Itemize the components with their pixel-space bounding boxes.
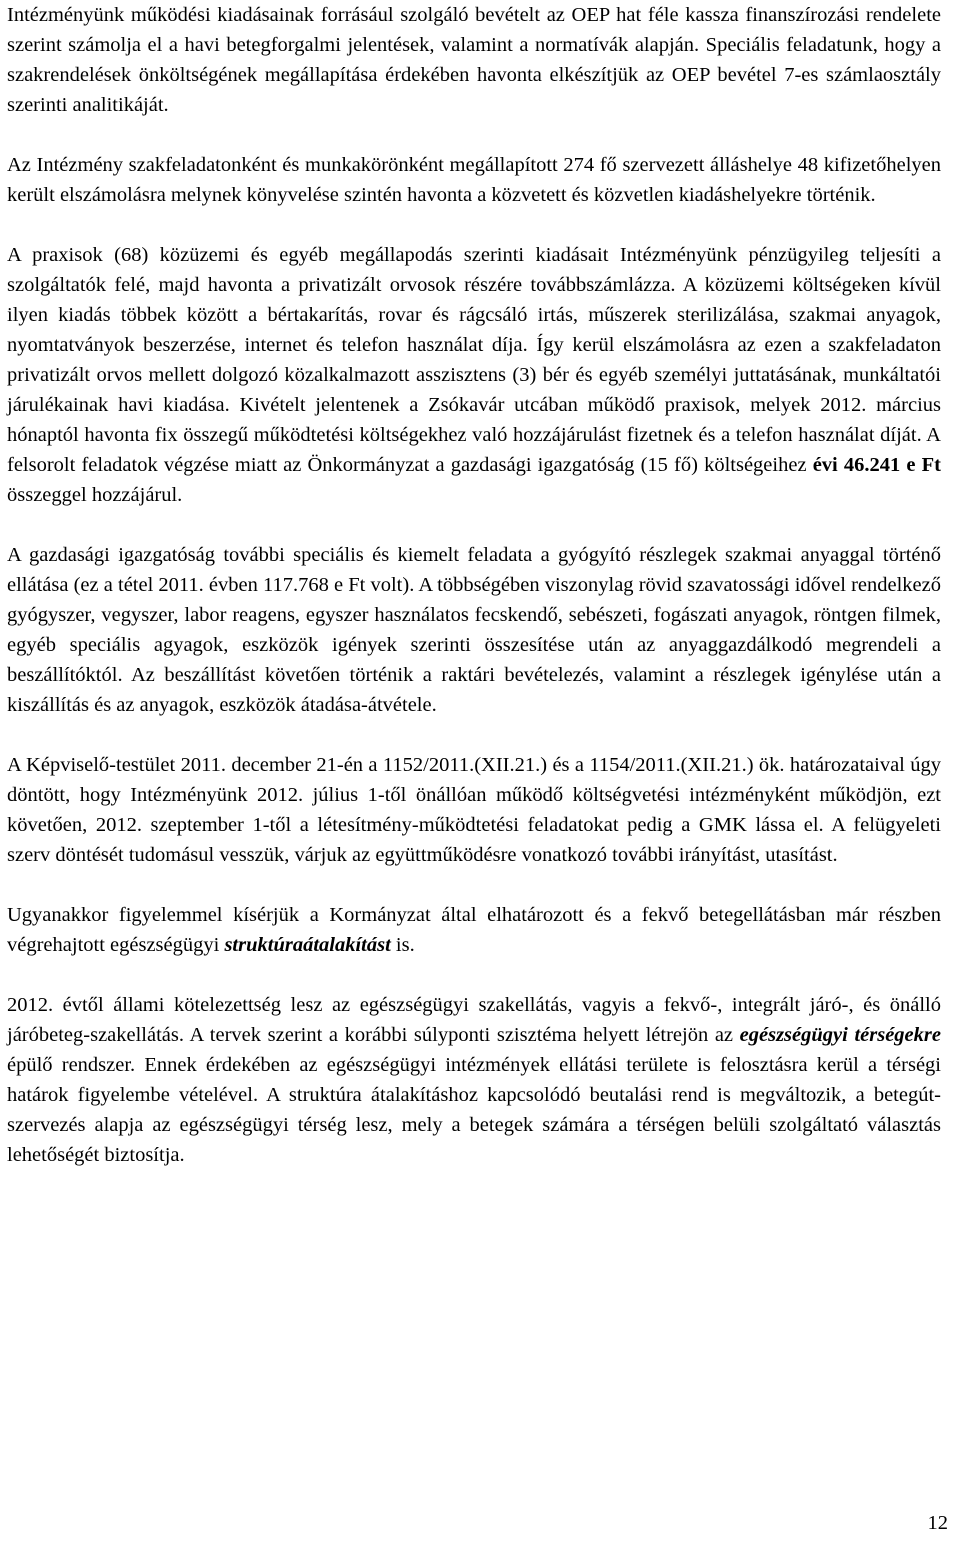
page-number: 12 <box>927 1512 948 1534</box>
emphasis-health-regions: egészségügyi térségekre <box>739 1024 941 1046</box>
paragraph-text: Intézményünk működési kiadásainak forrásául szolgáló bevételt az OEP hat féle kassza finanszírozási rendelete szerint számolja el a havi betegforgalmi jelentések, valamint a normatívák alapján. Speciális feladatunk, hogy a szakrendelések önköltségének megállapítása érdekében havonta elkészítjük az OEP bevétel 7-es számlaosztály szerinti analitikáját. <box>7 4 941 116</box>
paragraph-material-supply <box>7 540 941 720</box>
paragraph-text: összeggel hozzájárul. <box>7 484 183 506</box>
paragraph-text: is. <box>390 934 415 956</box>
paragraph-practice-expenses <box>7 240 941 510</box>
emphasis-restructuring: struktúraátalakítást <box>224 934 391 956</box>
paragraph-text: Az Intézmény szakfeladatonként és munkakörönként megállapított 274 fő szervezett álláshelye 48 kifizetőhelyen került elszámolásra melynek könyvelése szintén havonta a közvetett és közvetlen kiadáshelyekre történik. <box>7 154 941 206</box>
paragraph-staff-positions <box>7 150 941 210</box>
paragraph-text: A gazdasági igazgatóság további speciális és kiemelt feladata a gyógyító részlegek szakmai anyaggal történő ellátása (ez a tétel 2011. évben 117.768 e Ft volt). A többségében viszonylag rövid szavatossági idővel rendelkező gyógyszer, vegyszer, labor reagens, egyszer használatos fecskendő, sebészeti, fogászati anyagok, röntgen filmek, egyéb speciális agyagok, eszközök igények szerinti összesítése után az anyaggazdálkodó megrendeli a beszállítóktól. Az beszállítást követően történik a raktári bevételezés, valamint a részlegek igénylése után a kiszállítás és az anyagok, eszközök átadása-átvétele. <box>7 544 941 716</box>
paragraph-text: A Képviselő-testület 2011. december 21-én a 1152/2011.(XII.21.) és a 1154/2011.(XII.21.) ök. határozataival úgy döntött, hogy Intézményünk 2012. július 1-től önállóan működő költségvetési intézményként működjön, ezt követően, 2012. szeptember 1-től a létesítmény-működtetési feladatokat pedig a GMK lássa el. A felügyeleti szerv döntését tudomásul vesszük, várjuk az együttműködésre vonatkozó további irányítást, utasítást. <box>7 754 941 866</box>
paragraph-text: A praxisok (68) közüzemi és egyéb megállapodás szerinti kiadásait Intézményünk pénzügyileg teljesíti a szolgáltatók felé, majd havonta a privatizált orvosok részére továbbszámlázza. A közüzemi költségeken kívül ilyen kiadás többek között a bértakarítás, rovar és rágcsáló irtás, műszerek sterilizálása, szakmai anyagok, nyomtatványok beszerzése, internet és telefon használat díja. Így kerül elszámolásra az ezen a szakfeladaton privatizált orvos mellett dolgozó közalkalmazott asszisztens (3) bér és egyéb személyi juttatásának, munkáltatói járulékainak havi kiadása. Kivételt jelentenek a Zsókavár utcában működő praxisok, melyek 2012. március hónaptól havonta fix összegű működtetési költségekhez való hozzájárulást fizetnek és a telefon használat díját. A felsorolt feladatok végzése miatt az Önkormányzat a gazdasági igazgatóság (15 fő) költségeihez <box>7 244 941 476</box>
paragraph-council-decision <box>7 750 941 870</box>
paragraph-text: épülő rendszer. Ennek érdekében az egészségügyi intézmények ellátási területe is felosztásra kerül a térségi határok figyelembe vételével. A struktúra átalakításhoz kapcsolódó beutalási rend is megváltozik, a betegút-szervezés alapja az egészségügyi térség lesz, mely a betegek számára a térségen belüli szolgáltató választás lehetőségét biztosítja. <box>7 1054 941 1166</box>
paragraph-text: 2012. évtől állami kötelezettség lesz az egészségügyi szakellátás, vagyis a fekvő-, integrált járó-, és önálló járóbeteg-szakellátás. A tervek szerint a korábbi súlyponti szisztéma helyett létrejön az <box>7 994 941 1046</box>
paragraph-funding-sources <box>7 0 941 120</box>
paragraph-text: Ugyanakkor figyelemmel kísérjük a Kormányzat által elhatározott és a fekvő betegellátásban már részben végrehajtott egészségügyi <box>7 904 941 956</box>
paragraph-state-responsibility <box>7 990 941 1170</box>
document-body <box>7 0 941 1170</box>
paragraph-restructuring <box>7 900 941 960</box>
highlight-amount: évi 46.241 e Ft <box>812 454 941 476</box>
